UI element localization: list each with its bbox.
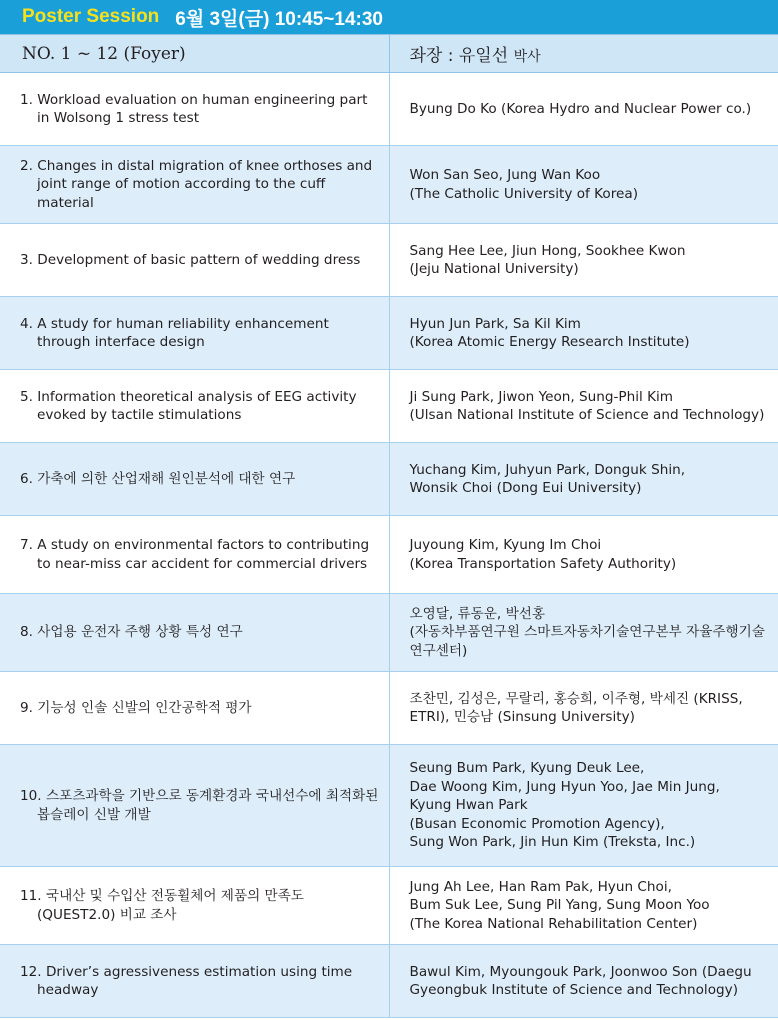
author-line: (The Korea National Rehabilitation Center) (409, 915, 698, 932)
poster-title-cell (0, 146, 389, 224)
poster-title-cell (0, 745, 389, 867)
poster-title-cell (0, 443, 389, 516)
poster-authors-cell (389, 516, 778, 594)
poster-title: 5. Information theoretical analysis of EEG activity evoked by tactile stimulations (20, 388, 357, 423)
poster-list (0, 73, 778, 1018)
poster-authors-cell (389, 867, 778, 945)
poster-authors-cell (389, 443, 778, 516)
author-line: (Ulsan National Institute of Science and Technology) (409, 407, 765, 423)
poster-title: 6. 가축에 의한 산업재해 원인분석에 대한 연구 (20, 470, 296, 487)
poster-authors-cell (389, 73, 778, 146)
table-row (0, 146, 778, 224)
author-line: Bawul Kim, Myoungouk Park, Joonwoo Son (Daegu Gyeongbuk Institute of Science and Technology) (409, 963, 752, 998)
author-line: (Busan Economic Promotion Agency), (409, 815, 665, 832)
author-line: Sung Won Park, Jin Hun Kim (Treksta, Inc.) (409, 834, 696, 851)
table-row (0, 443, 778, 516)
author-line: Won San Seo, Jung Wan Koo (409, 167, 601, 183)
table-row (0, 73, 778, 146)
poster-authors-cell (389, 297, 778, 370)
author-line: Sang Hee Lee, Jiun Hong, Sookhee Kwon (409, 242, 686, 259)
table-header-row (0, 35, 778, 73)
poster-title: 10. 스포츠과학을 기반으로 동계환경과 국내선수에 최적화된 봅슬레이 신발 개발 (20, 788, 379, 823)
author-line: Bum Suk Lee, Sung Pil Yang, Sung Moon Yoo (409, 897, 710, 914)
author-line: Juyoung Kim, Kyung Im Choi (409, 537, 602, 553)
poster-title-cell (0, 672, 389, 745)
poster-authors-cell (389, 672, 778, 745)
table-row (0, 370, 778, 443)
table-row (0, 516, 778, 594)
poster-title-cell (0, 224, 389, 297)
chair-header (389, 35, 778, 73)
author-line: Byung Do Ko (Korea Hydro and Nuclear Power co.) (409, 100, 752, 117)
table-row (0, 224, 778, 297)
session-datetime: 6월 3일(금) 10:45~14:30 (175, 8, 383, 30)
poster-table (0, 34, 778, 1018)
poster-title: 8. 사업용 운전자 주행 상황 특성 연구 (20, 624, 243, 641)
table-row (0, 867, 778, 945)
author-line: Wonsik Choi (Dong Eui University) (409, 480, 642, 496)
author-line: (자동차부품연구원 스마트자동차기술연구본부 자율주행기술연구센터) (409, 624, 765, 659)
author-line: (The Catholic University of Korea) (409, 185, 638, 202)
chair-name: 좌장 : 유일선 (409, 46, 509, 66)
author-line: 오영달, 류동운, 박선홍 (409, 605, 545, 622)
author-line: Seung Bum Park, Kyung Deuk Lee, (409, 760, 645, 777)
poster-title: 4. A study for human reliability enhancement through interface design (20, 315, 329, 350)
poster-authors-cell (389, 224, 778, 297)
poster-title-cell (0, 867, 389, 945)
poster-title-cell (0, 516, 389, 594)
table-row (0, 945, 778, 1018)
author-line: (Korea Atomic Energy Research Institute) (409, 334, 690, 350)
author-line: Dae Woong Kim, Jung Hyun Yoo, Jae Min Jung, (409, 778, 720, 795)
session-banner (0, 0, 778, 34)
author-line: Jung Ah Lee, Han Ram Pak, Hyun Choi, (409, 878, 672, 895)
poster-title: 9. 기능성 인솔 신발의 인간공학적 평가 (20, 699, 252, 716)
table-row (0, 745, 778, 867)
author-line: (Korea Transportation Safety Authority) (409, 555, 677, 572)
poster-title: 11. 국내산 및 수입산 전동휠체어 제품의 만족도 (QUEST2.0) 비교 조사 (20, 888, 304, 923)
author-line: Yuchang Kim, Juhyun Park, Donguk Shin, (409, 461, 686, 478)
poster-authors-cell (389, 945, 778, 1018)
author-line: Kyung Hwan Park (409, 797, 528, 814)
author-line: Ji Sung Park, Jiwon Yeon, Sung-Phil Kim (409, 388, 674, 405)
poster-title: 7. A study on environmental factors to contributing to near-miss car accident for commercial drivers (20, 537, 370, 572)
table-row (0, 672, 778, 745)
author-line: (Jeju National University) (409, 261, 579, 277)
author-line: Hyun Jun Park, Sa Kil Kim (409, 315, 581, 332)
poster-title: 1. Workload evaluation on human engineering part in Wolsong 1 stress test (20, 91, 368, 126)
poster-authors-cell (389, 146, 778, 224)
poster-range-header: NO. 1 ~ 12 (Foyer) (0, 35, 389, 73)
poster-title: 12. Driver’s agressiveness estimation using time headway (20, 963, 353, 998)
table-row (0, 297, 778, 370)
chair-title: 박사 (513, 49, 541, 65)
poster-authors-cell (389, 370, 778, 443)
author-line: 조찬민, 김성은, 무랄리, 홍승희, 이주형, 박세진 (KRISS, ETRI), 민승남 (Sinsung University) (409, 690, 743, 725)
poster-title: 3. Development of basic pattern of wedding dress (20, 251, 361, 268)
poster-authors-cell (389, 594, 778, 672)
poster-title-cell (0, 73, 389, 146)
poster-title-cell (0, 945, 389, 1018)
table-row (0, 594, 778, 672)
session-title: Poster Session (22, 6, 160, 27)
poster-title-cell (0, 370, 389, 443)
poster-title: 2. Changes in distal migration of knee orthoses and joint range of motion according to the cuff material (20, 157, 373, 211)
poster-title-cell (0, 297, 389, 370)
poster-authors-cell (389, 745, 778, 867)
poster-title-cell (0, 594, 389, 672)
